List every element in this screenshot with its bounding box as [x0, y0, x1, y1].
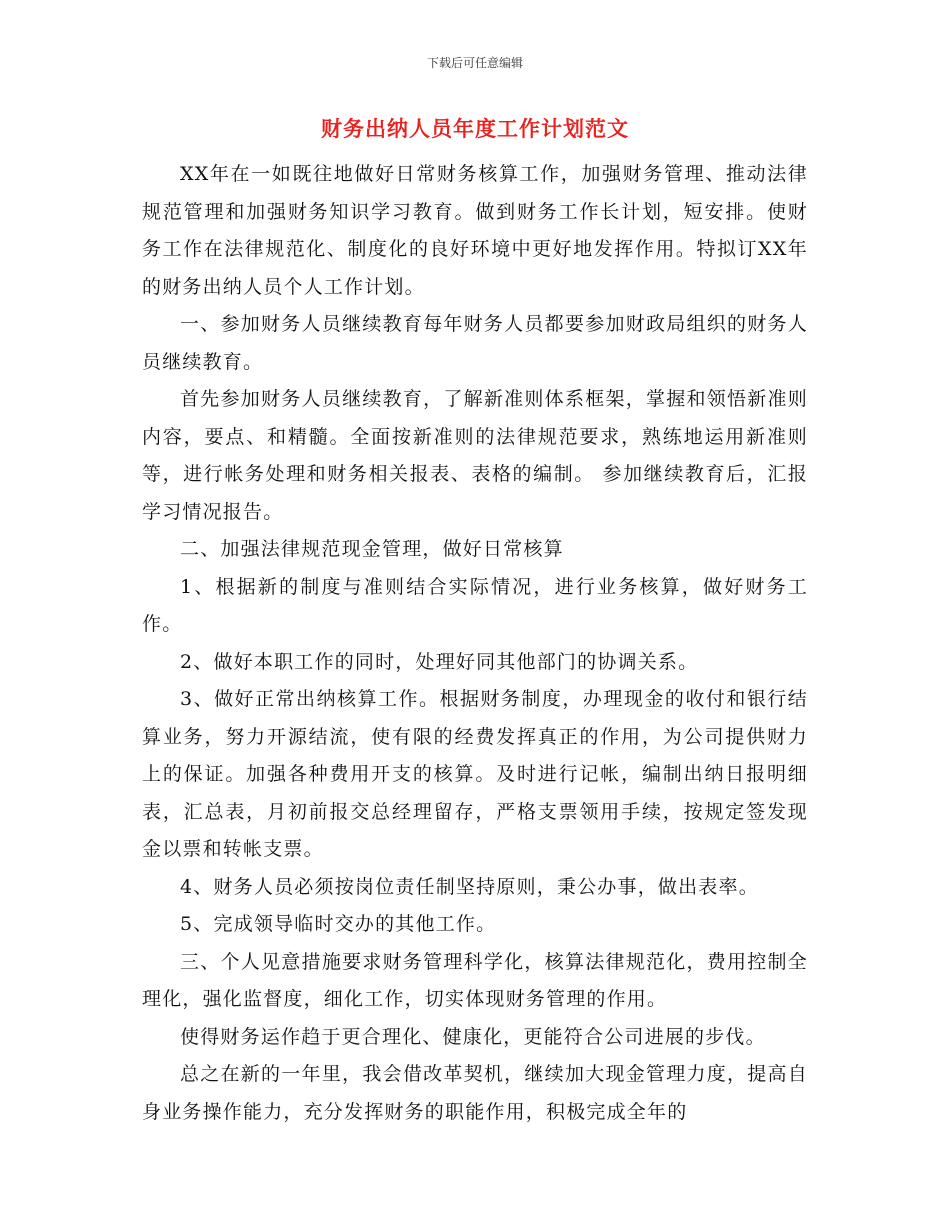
paragraph-item-5: 5、完成领导临时交办的其他工作。	[180, 913, 497, 935]
paragraph-item-2: 2、做好本职工作的同时，处理好同其他部门的协调关系。	[180, 650, 699, 673]
paragraph-item-3: 3、做好正常出纳核算工作。根据财务制度，办理现金的收付和银行结算业务，努力开源结流，使有限的经费发挥真正的作用，为公司提供财力上的保证。加强各种费用开支的核算。及时进行记帐，编制出纳日报明细表，汇总表，月初前报交总经理留存，严格支票领用手续，按规定签发现金以票和转帐支票。	[142, 688, 808, 860]
document-title: 财务出纳人员年度工作计划范文	[321, 117, 629, 141]
paragraph-item-4: 4、财务人员必须按岗位责任制坚持原则，秉公办事，做出表率。	[180, 875, 759, 898]
paragraph-section-1-detail: 首先参加财务人员继续教育，了解新准则体系框架，掌握和领悟新准则内容，要点、和精髓。全面按新准则的法律规范要求，熟练地运用新准则等，进行帐务处理和财务相关报表、表格的编制。 参加继续教育后，汇报学习情况报告。	[142, 388, 808, 523]
paragraph-section-3: 三、个人见意措施要求财务管理科学化，核算法律规范化，费用控制全理化，强化监督度，细化工作，切实体现财务管理的作用。	[142, 950, 808, 1010]
paragraph-item-1: 1、根据新的制度与准则结合实际情况，进行业务核算，做好财务工作。	[142, 575, 808, 635]
paragraph-intro: XX年在一如既往地做好日常财务核算工作，加强财务管理、推动法律规范管理和加强财务知识学习教育。做到财务工作长计划，短安排。使财务工作在法律规范化、制度化的良好环境中更好地发挥作用。特拟订XX年的财务出纳人员个人工作计划。	[142, 163, 808, 298]
paragraph-section-2: 二、加强法律规范现金管理，做好日常核算	[180, 538, 564, 560]
paragraph-section-1: 一、参加财务人员继续教育每年财务人员都要参加财政局组织的财务人员继续教育。	[142, 313, 808, 373]
document-body	[142, 156, 808, 1131]
paragraph-conclusion: 总之在新的一年里，我会借改革契机，继续加大现金管理力度，提高自身业务操作能力，充分发挥财务的职能作用，积极完成全年的	[142, 1063, 808, 1123]
paragraph-section-3-detail: 使得财务运作趋于更合理化、健康化，更能符合公司进展的步伐。	[180, 1025, 766, 1048]
header-note: 下载后可任意编辑	[426, 56, 523, 70]
